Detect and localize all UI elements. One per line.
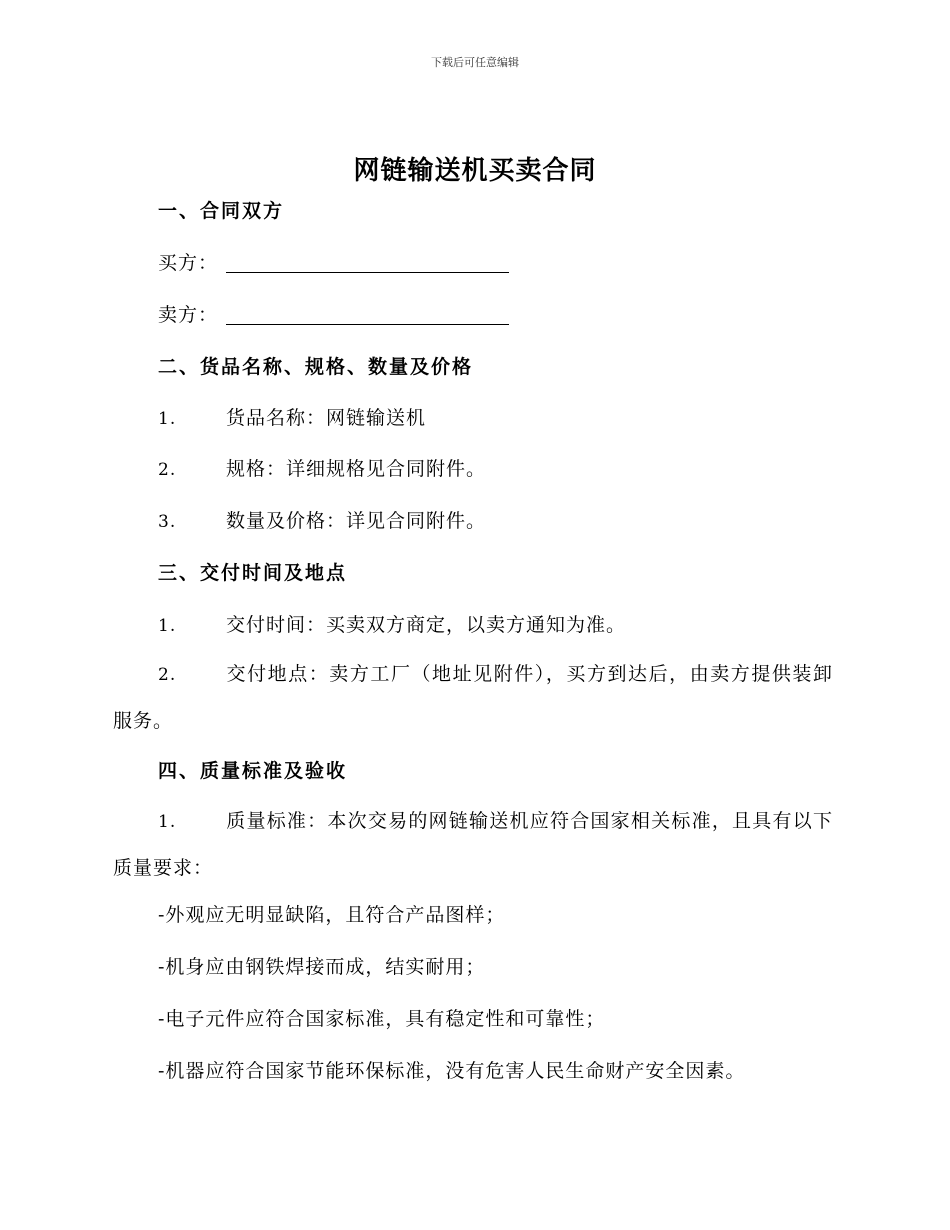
bullet-item: -机器应符合国家节能环保标准，没有危害人民生命财产安全因素。 (158, 1060, 746, 1082)
item-text: 质量标准：本次交易的网链输送机应符合国家相关标准，且具有以下质量要求： (113, 810, 833, 879)
list-item (158, 612, 626, 639)
item-number: 1. (158, 812, 177, 832)
item-number: 1. (158, 409, 177, 429)
seller-line (158, 302, 509, 328)
item-text: 数量及价格：详见合同附件。 (226, 510, 487, 532)
buyer-label: 买方： (158, 252, 219, 274)
item-text: 货品名称：网链输送机 (226, 407, 427, 429)
section-heading-parties: 一、合同双方 (158, 200, 285, 222)
section-heading-delivery: 三、交付时间及地点 (158, 562, 348, 584)
list-item (158, 508, 486, 535)
buyer-blank[interactable] (226, 252, 509, 273)
item-text: 交付地点：卖方工厂（地址见附件），买方到达后，由卖方提供装卸服务。 (113, 663, 833, 732)
section-heading-quality: 四、质量标准及验收 (158, 760, 348, 782)
bullet-item: -外观应无明显缺陷，且符合产品图样； (158, 904, 506, 926)
list-item (158, 456, 486, 483)
buyer-line (158, 250, 509, 276)
list-item-wrapped (113, 798, 833, 891)
list-item-wrapped (113, 651, 833, 744)
item-number: 2. (158, 665, 177, 685)
seller-blank[interactable] (226, 304, 509, 325)
item-number: 3. (158, 512, 177, 532)
document-title: 网链输送机买卖合同 (353, 156, 597, 186)
bullet-item: -机身应由钢铁焊接而成，结实耐用； (158, 956, 486, 978)
item-number: 1. (158, 616, 177, 636)
item-text: 交付时间：买卖双方商定，以卖方通知为准。 (226, 614, 627, 636)
bullet-item: -电子元件应符合国家标准，具有稳定性和可靠性； (158, 1008, 606, 1030)
item-number: 2. (158, 460, 177, 480)
section-heading-goods: 二、货品名称、规格、数量及价格 (158, 356, 474, 378)
seller-label: 卖方： (158, 304, 219, 326)
header-note: 下载后可任意编辑 (431, 56, 519, 69)
item-text: 规格：详细规格见合同附件。 (226, 458, 487, 480)
list-item (158, 405, 426, 432)
